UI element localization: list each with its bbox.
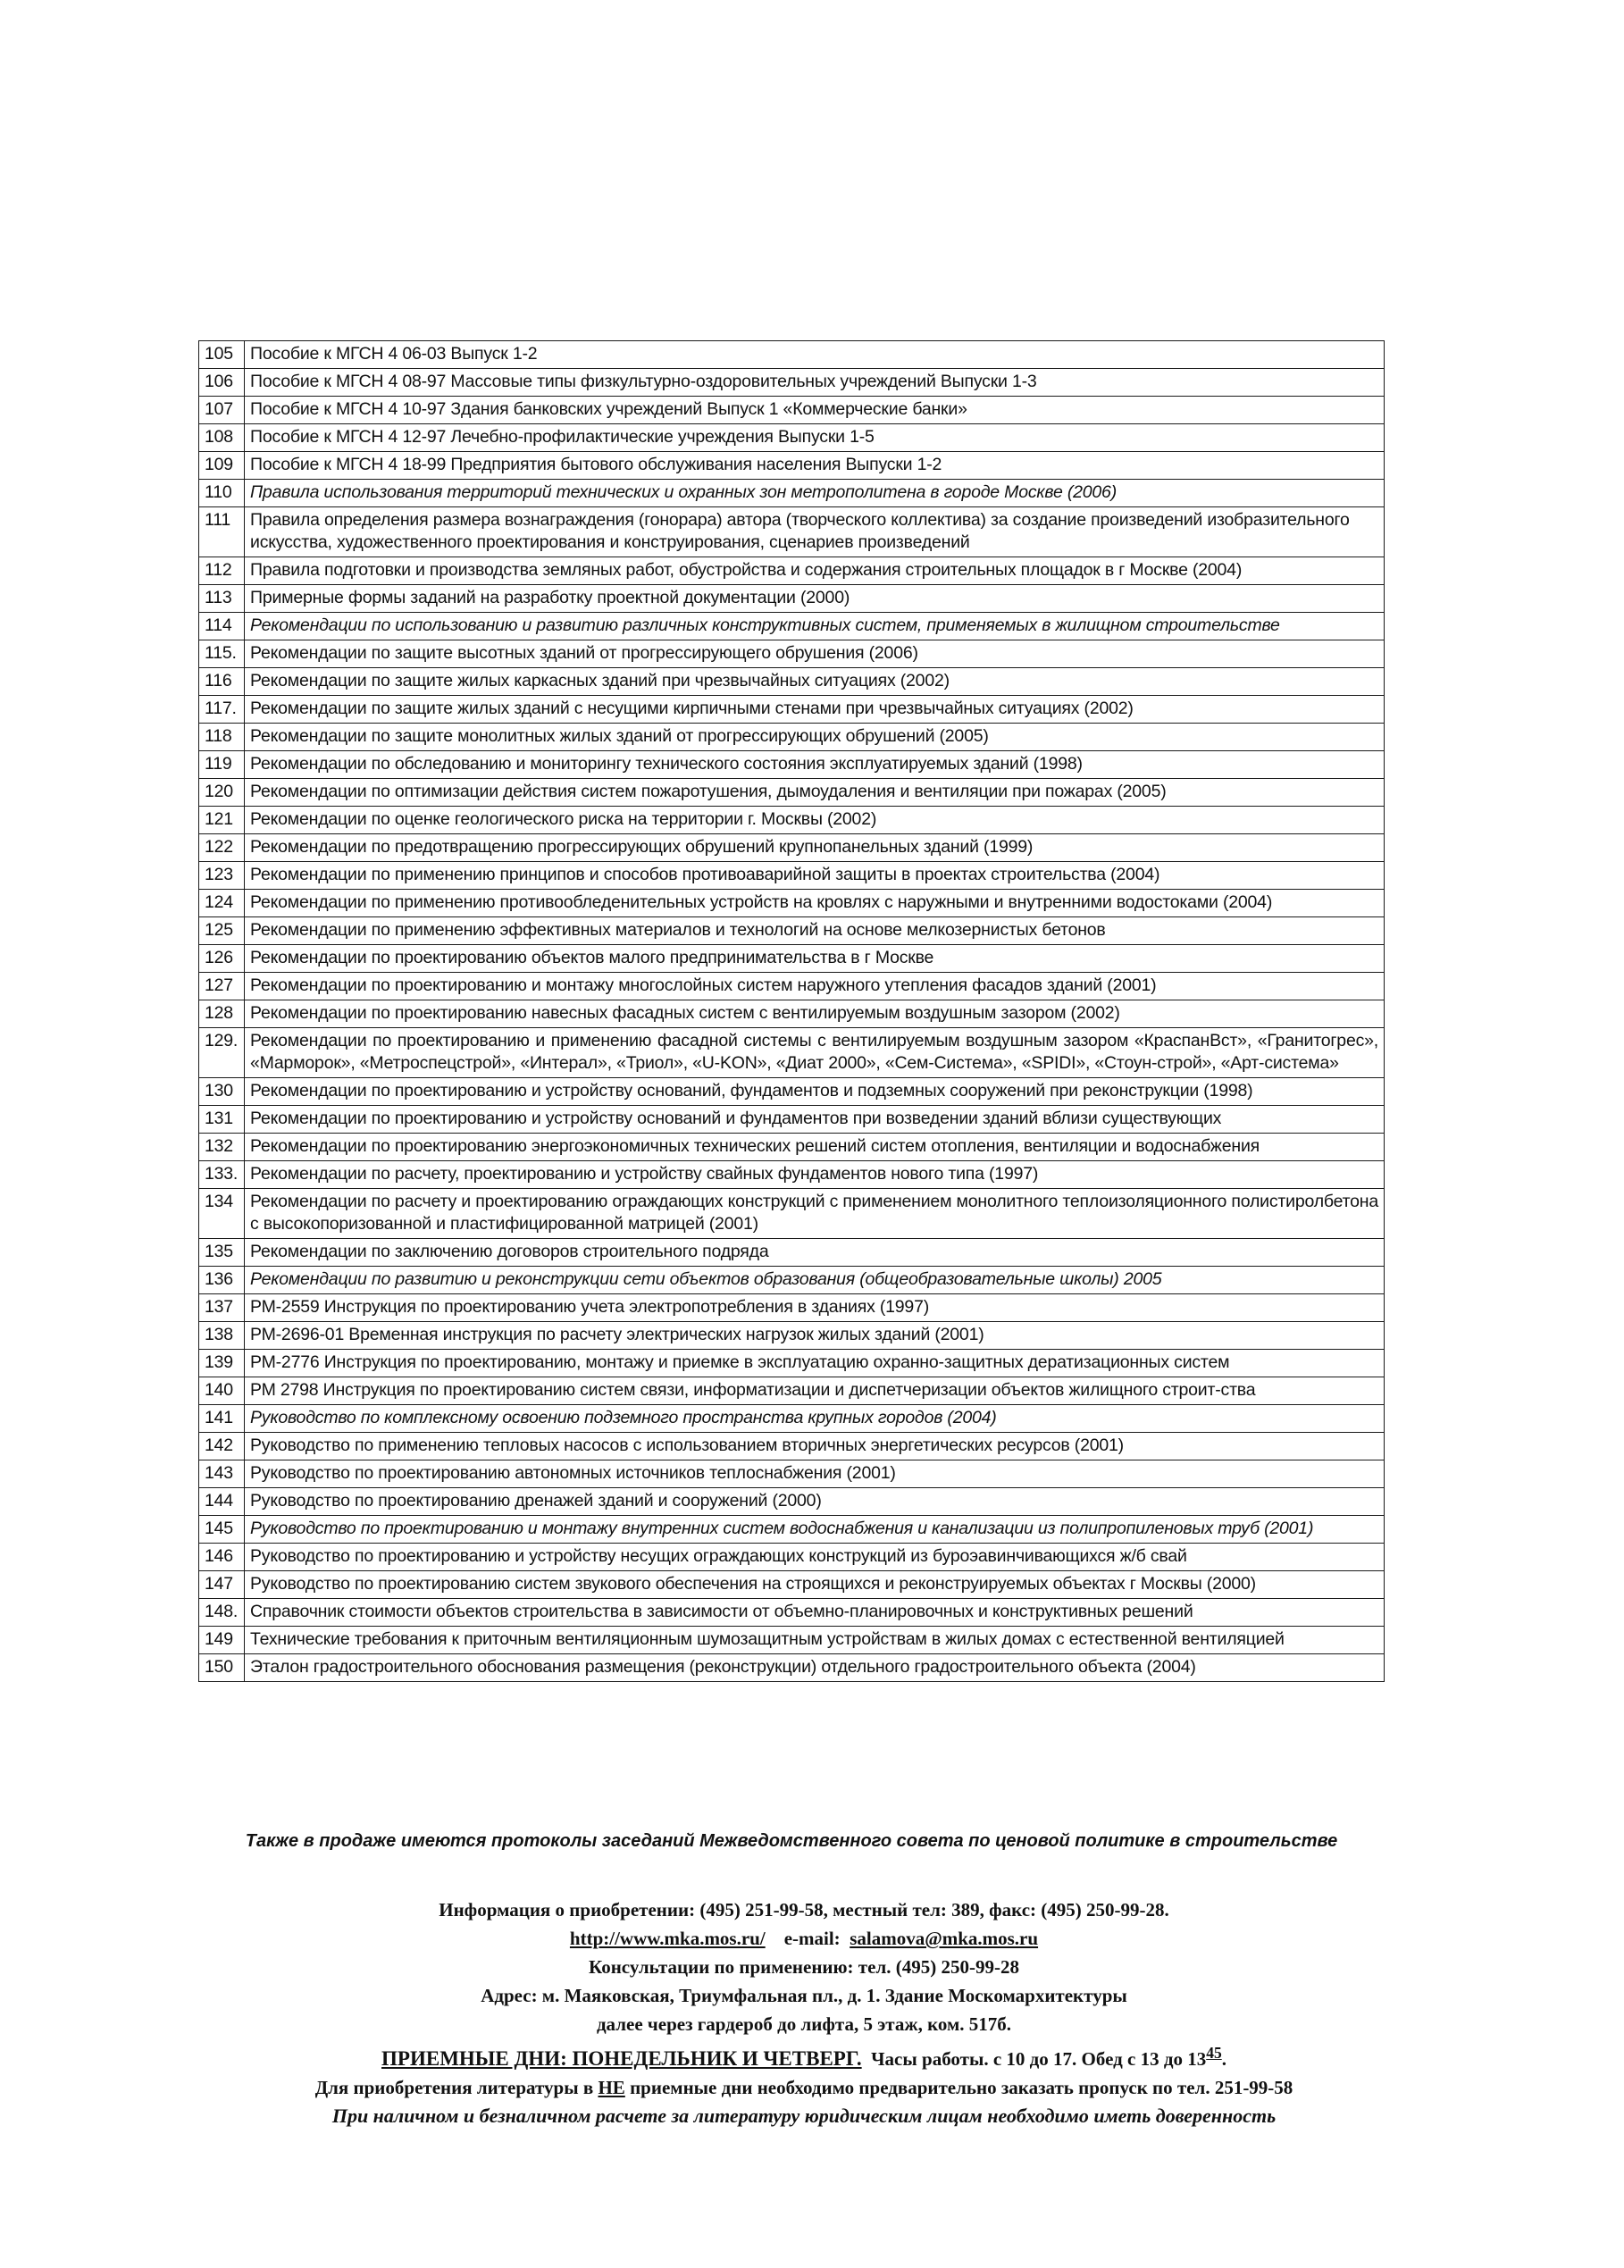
catalog-row	[199, 557, 1385, 585]
row-number: 130	[199, 1078, 245, 1106]
web-contacts	[134, 1924, 1474, 1953]
catalog-row	[199, 1294, 1385, 1322]
row-number: 110	[199, 480, 245, 507]
row-title: Рекомендации по применению противообледенительных устройств на кровлях с наружными и внутренними водостоками (2004)	[245, 890, 1385, 917]
row-title: РМ-2696-01 Временная инструкция по расчету электрических нагрузок жилых зданий (2001)	[245, 1322, 1385, 1350]
catalog-row	[199, 369, 1385, 397]
catalog-row	[199, 917, 1385, 945]
row-title: Руководство по проектированию и монтажу внутренних систем водоснабжения и канализации из полипропиленовых труб (2001)	[245, 1516, 1385, 1544]
row-number: 127	[199, 973, 245, 1000]
row-title: Пособие к МГСН 4 06-03 Выпуск 1-2	[245, 341, 1385, 369]
reception-days: ПРИЕМНЫЕ ДНИ: ПОНЕДЕЛЬНИК И ЧЕТВЕРГ.	[381, 2047, 862, 2070]
address-info: Адрес: м. Маяковская, Триумфальная пл., д. 1. Здание Москомархитектуры	[481, 1985, 1127, 2006]
catalog-row	[199, 862, 1385, 890]
row-number: 129.	[199, 1028, 245, 1078]
row-title: Руководство по проектированию систем звукового обеспечения на строящихся и реконструируемых объектах г Москвы (2000)	[245, 1571, 1385, 1599]
row-title: Пособие к МГСН 4 12-97 Лечебно-профилактические учреждения Выпуски 1-5	[245, 424, 1385, 452]
row-title: Пособие к МГСН 4 18-99 Предприятия бытового обслуживания населения Выпуски 1-2	[245, 452, 1385, 480]
row-title: Пособие к МГСН 4 08-97 Массовые типы физкультурно-оздоровительных учреждений Выпуски 1-3	[245, 369, 1385, 397]
row-title: Рекомендации по расчету и проектированию ограждающих конструкций с применением монолитного теплоизоляционного полистиролбетона с высокопоризованной и пластифицированной матрицей (2001)	[245, 1189, 1385, 1239]
consult-info: Консультации по применению: тел. (495) 250-99-28	[589, 1956, 1019, 1978]
catalog-table	[198, 340, 1385, 1682]
row-number: 122	[199, 834, 245, 862]
catalog-row	[199, 397, 1385, 424]
email-link[interactable]: salamova@mka.mos.ru	[850, 1928, 1039, 1949]
row-title: РМ 2798 Инструкция по проектированию систем связи, информатизации и диспетчеризации объектов жилищного строит-ства	[245, 1377, 1385, 1405]
row-number: 118	[199, 724, 245, 751]
catalog-row	[199, 1377, 1385, 1405]
row-title: Технические требования к приточным вентиляционным шумозащитным устройствам в жилых домах с естественной вентиляцией	[245, 1627, 1385, 1654]
catalog-row	[199, 724, 1385, 751]
catalog-row	[199, 1134, 1385, 1161]
row-number: 119	[199, 751, 245, 779]
catalog-row	[199, 480, 1385, 507]
website-link[interactable]: http://www.mka.mos.ru/	[569, 1928, 766, 1949]
catalog-row	[199, 807, 1385, 834]
catalog-row	[199, 668, 1385, 696]
row-title: Рекомендации по проектированию объектов малого предпринимательства в г Москве	[245, 945, 1385, 973]
row-number: 109	[199, 452, 245, 480]
row-title: РМ-2559 Инструкция по проектированию учета электропотребления в зданиях (1997)	[245, 1294, 1385, 1322]
row-title: Рекомендации по защите монолитных жилых зданий от прогрессирующих обрушений (2005)	[245, 724, 1385, 751]
pass-text-after: приемные дни необходимо предварительно заказать пропуск по тел. 251-99-58	[624, 2077, 1293, 2098]
row-title: Руководство по проектированию дренажей зданий и сооружений (2000)	[245, 1488, 1385, 1516]
row-title: Рекомендации по заключению договоров строительного подряда	[245, 1239, 1385, 1267]
row-number: 145	[199, 1516, 245, 1544]
row-number: 144	[199, 1488, 245, 1516]
catalog-row	[199, 1106, 1385, 1134]
row-title: Рекомендации по проектированию и монтажу многослойных систем наружного утепления фасадов зданий (2001)	[245, 973, 1385, 1000]
row-title: Рекомендации по предотвращению прогрессирующих обрушений крупнопанельных зданий (1999)	[245, 834, 1385, 862]
directions-info: далее через гардероб до лифта, 5 этаж, ком. 517б.	[596, 2013, 1012, 2035]
catalog-row	[199, 452, 1385, 480]
catalog-row	[199, 696, 1385, 724]
row-title: Рекомендации по использованию и развитию различных конструктивных систем, применяемых в жилищном строительстве	[245, 613, 1385, 640]
row-number: 114	[199, 613, 245, 640]
row-title: Правила подготовки и производства земляных работ, обустройства и содержания строительных площадок в г Москве (2004)	[245, 557, 1385, 585]
row-title: Рекомендации по развитию и реконструкции сети объектов образования (общеобразовательные школы) 2005	[245, 1267, 1385, 1294]
protocols-note: Также в продаже имеются протоколы заседаний Межведомственного совета по ценовой политике в строительстве	[245, 1831, 1338, 1851]
catalog-row	[199, 1239, 1385, 1267]
catalog-row	[199, 1654, 1385, 1682]
catalog-row	[199, 1189, 1385, 1239]
hours-minutes: 45	[1206, 2044, 1222, 2062]
catalog-row	[199, 424, 1385, 452]
row-number: 146	[199, 1544, 245, 1571]
row-title: Руководство по проектированию автономных источников теплоснабжения (2001)	[245, 1460, 1385, 1488]
hours-text: Часы работы. с 10 до 17. Обед с 13 до 13	[871, 2048, 1207, 2070]
row-title: РМ-2776 Инструкция по проектированию, монтажу и приемке в эксплуатацию охранно-защитных дератизационных систем	[245, 1350, 1385, 1377]
row-title: Рекомендации по проектированию и устройству оснований, фундаментов и подземных сооружений при реконструкции (1998)	[245, 1078, 1385, 1106]
catalog-row	[199, 1460, 1385, 1488]
row-title: Рекомендации по проектированию навесных фасадных систем с вентилируемым воздушным зазором (2002)	[245, 1000, 1385, 1028]
row-title: Рекомендации по оценке геологического риска на территории г. Москвы (2002)	[245, 807, 1385, 834]
catalog-row	[199, 1000, 1385, 1028]
row-number: 116	[199, 668, 245, 696]
pass-text-before: Для приобретения литературы в	[314, 2077, 599, 2098]
catalog-row	[199, 945, 1385, 973]
row-number: 128	[199, 1000, 245, 1028]
row-title: Рекомендации по применению принципов и способов противоаварийной защиты в проектах строительства (2004)	[245, 862, 1385, 890]
row-number: 137	[199, 1294, 245, 1322]
catalog-row	[199, 1350, 1385, 1377]
catalog-row	[199, 1488, 1385, 1516]
row-number: 150	[199, 1654, 245, 1682]
row-number: 140	[199, 1377, 245, 1405]
catalog-row	[199, 973, 1385, 1000]
row-title: Пособие к МГСН 4 10-97 Здания банковских учреждений Выпуск 1 «Коммерческие банки»	[245, 397, 1385, 424]
catalog-row	[199, 834, 1385, 862]
row-title: Руководство по проектированию и устройству несущих ограждающих конструкций из буроэавинчивающихся ж/б свай	[245, 1544, 1385, 1571]
catalog-row	[199, 1267, 1385, 1294]
row-number: 123	[199, 862, 245, 890]
row-number: 106	[199, 369, 245, 397]
row-title: Примерные формы заданий на разработку проектной документации (2000)	[245, 585, 1385, 613]
catalog-table-body	[199, 341, 1385, 1682]
purchase-info: Информация о приобретении: (495) 251-99-58, местный тел: 389, факс: (495) 250-99-28.	[439, 1899, 1169, 1921]
row-title: Эталон градостроительного обоснования размещения (реконструкции) отдельного градостроительного объекта (2004)	[245, 1654, 1385, 1682]
catalog-row	[199, 1161, 1385, 1189]
row-title: Рекомендации по оптимизации действия систем пожаротушения, дымоудаления и вентиляции при пожарах (2005)	[245, 779, 1385, 807]
row-title: Справочник стоимости объектов строительства в зависимости от объемно-планировочных и конструктивных решений	[245, 1599, 1385, 1627]
catalog-row	[199, 890, 1385, 917]
row-number: 121	[199, 807, 245, 834]
row-number: 138	[199, 1322, 245, 1350]
row-title: Рекомендации по расчету, проектированию и устройству свайных фундаментов нового типа (1997)	[245, 1161, 1385, 1189]
catalog-row	[199, 751, 1385, 779]
catalog-row	[199, 640, 1385, 668]
catalog-row	[199, 341, 1385, 369]
row-title: Рекомендации по проектированию энергоэкономичных технических решений систем отопления, вентиляции и водоснабжения	[245, 1134, 1385, 1161]
row-title: Рекомендации по проектированию и устройству оснований и фундаментов при возведении зданий вблизи существующих	[245, 1106, 1385, 1134]
catalog-row	[199, 1599, 1385, 1627]
row-title: Рекомендации по защите жилых зданий с несущими кирпичными стенами при чрезвычайных ситуациях (2002)	[245, 696, 1385, 724]
row-number: 133.	[199, 1161, 245, 1189]
row-title: Руководство по комплексному освоению подземного пространства крупных городов (2004)	[245, 1405, 1385, 1433]
row-number: 141	[199, 1405, 245, 1433]
catalog-row	[199, 1078, 1385, 1106]
catalog-row	[199, 1627, 1385, 1654]
row-number: 120	[199, 779, 245, 807]
row-title: Рекомендации по защите высотных зданий от прогрессирующего обрушения (2006)	[245, 640, 1385, 668]
pass-not: НЕ	[598, 2077, 625, 2098]
row-number: 107	[199, 397, 245, 424]
row-number: 108	[199, 424, 245, 452]
row-number: 147	[199, 1571, 245, 1599]
row-title: Рекомендации по проектированию и применению фасадной системы с вентилируемым воздушным зазором «КраспанВст», «Гранитогрес», «Марморок», «Метроспецстрой», «Интерал», «Триол», «U-KON», «Диат 2000», «Сем-Система», «SPIDI», «Стоун-строй», «Арт-система»	[245, 1028, 1385, 1078]
row-number: 105	[199, 341, 245, 369]
row-number: 139	[199, 1350, 245, 1377]
row-number: 134	[199, 1189, 245, 1239]
row-number: 136	[199, 1267, 245, 1294]
row-number: 117.	[199, 696, 245, 724]
catalog-row	[199, 613, 1385, 640]
payment-note: При наличном и безналичном расчете за литературу юридическим лицам необходимо иметь доверенность	[331, 2105, 1277, 2127]
row-number: 111	[199, 507, 245, 557]
catalog-row	[199, 1516, 1385, 1544]
contact-info	[134, 1896, 1474, 2130]
row-title: Рекомендации по обследованию и мониторингу технического состояния эксплуатируемых зданий (1998)	[245, 751, 1385, 779]
row-number: 113	[199, 585, 245, 613]
row-number: 132	[199, 1134, 245, 1161]
working-hours	[134, 2038, 1474, 2073]
row-title: Рекомендации по защите жилых каркасных зданий при чрезвычайных ситуациях (2002)	[245, 668, 1385, 696]
row-number: 125	[199, 917, 245, 945]
row-number: 149	[199, 1627, 245, 1654]
row-number: 115.	[199, 640, 245, 668]
row-number: 143	[199, 1460, 245, 1488]
row-number: 131	[199, 1106, 245, 1134]
catalog-row	[199, 1028, 1385, 1078]
catalog-row	[199, 1433, 1385, 1460]
email-label: e-mail:	[783, 1928, 841, 1949]
row-number: 148.	[199, 1599, 245, 1627]
row-title: Правила использования территорий технических и охранных зон метрополитена в городе Москве (2006)	[245, 480, 1385, 507]
catalog-row	[199, 1571, 1385, 1599]
catalog-row	[199, 779, 1385, 807]
row-title: Руководство по применению тепловых насосов с использованием вторичных энергетических ресурсов (2001)	[245, 1433, 1385, 1460]
pass-info	[134, 2073, 1474, 2102]
hours-end: .	[1221, 2048, 1226, 2070]
row-title: Правила определения размера вознаграждения (гонорара) автора (творческого коллектива) за создание произведений изобразительного искусства, художественного проектирования и конструирования, сценариев произведений	[245, 507, 1385, 557]
catalog-row	[199, 585, 1385, 613]
row-number: 124	[199, 890, 245, 917]
catalog-row	[199, 1544, 1385, 1571]
catalog-row	[199, 1405, 1385, 1433]
row-title: Рекомендации по применению эффективных материалов и технологий на основе мелкозернистых бетонов	[245, 917, 1385, 945]
catalog-row	[199, 1322, 1385, 1350]
row-number: 112	[199, 557, 245, 585]
row-number: 126	[199, 945, 245, 973]
row-number: 142	[199, 1433, 245, 1460]
row-number: 135	[199, 1239, 245, 1267]
catalog-row	[199, 507, 1385, 557]
